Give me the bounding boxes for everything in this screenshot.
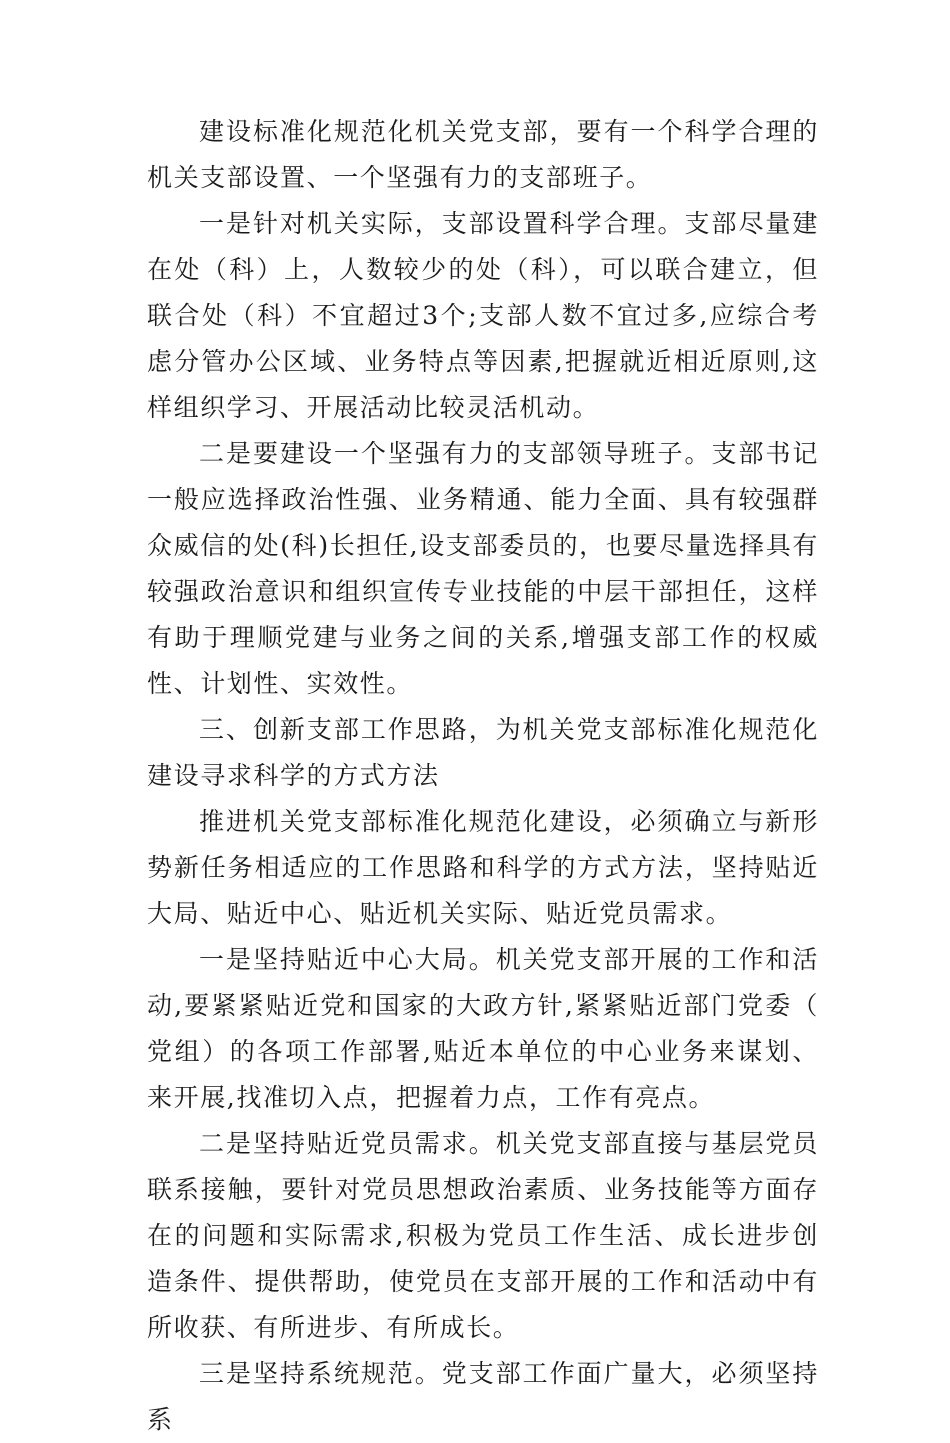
- paragraph-work-approach: 推进机关党支部标准化规范化建设，必须确立与新形势新任务相适应的工作思路和科学的方式方法，坚持贴近大局、贴近中心、贴近机关实际、贴近党员需求。: [147, 807, 819, 928]
- document-body: [147, 109, 819, 1443]
- paragraph-branch-setup: 一是针对机关实际，支部设置科学合理。支部尽量建在处（科）上，人数较少的处（科），可以联合建立，但联合处（科）不宜超过3个;支部人数不宜过多,应综合考虑分管办公区域、业务特点等因素,把握就近相近原则,这样组织学习、开展活动比较灵活机动。: [147, 209, 819, 422]
- paragraph-member-needs: 二是坚持贴近党员需求。机关党支部直接与基层党员联系接触，要针对党员思想政治素质、业务技能等方面存在的问题和实际需求,积极为党员工作生活、成长进步创造条件、提供帮助，使党员在支部开展的工作和活动中有所收获、有所进步、有所成长。: [147, 1129, 819, 1342]
- paragraph-intro: 建设标准化规范化机关党支部，要有一个科学合理的机关支部设置、一个坚强有力的支部班子。: [147, 117, 819, 192]
- paragraph-center-overall: 一是坚持贴近中心大局。机关党支部开展的工作和活动,要紧紧贴近党和国家的大政方针,紧紧贴近部门党委（党组）的各项工作部署,贴近本单位的中心业务来谋划、来开展,找准切入点，把握着力点，工作有亮点。: [147, 945, 819, 1112]
- section-heading-three: 三、创新支部工作思路，为机关党支部标准化规范化建设寻求科学的方式方法: [147, 715, 819, 790]
- paragraph-leadership-team: 二是要建设一个坚强有力的支部领导班子。支部书记一般应选择政治性强、业务精通、能力全面、具有较强群众威信的处(科)长担任,设支部委员的，也要尽量选择具有较强政治意识和组织宣传专业技能的中层干部担任，这样有助于理顺党建与业务之间的关系,增强支部工作的权威性、计划性、实效性。: [147, 439, 819, 698]
- paragraph-systematic: 三是坚持系统规范。党支部工作面广量大，必须坚持系: [147, 1359, 819, 1434]
